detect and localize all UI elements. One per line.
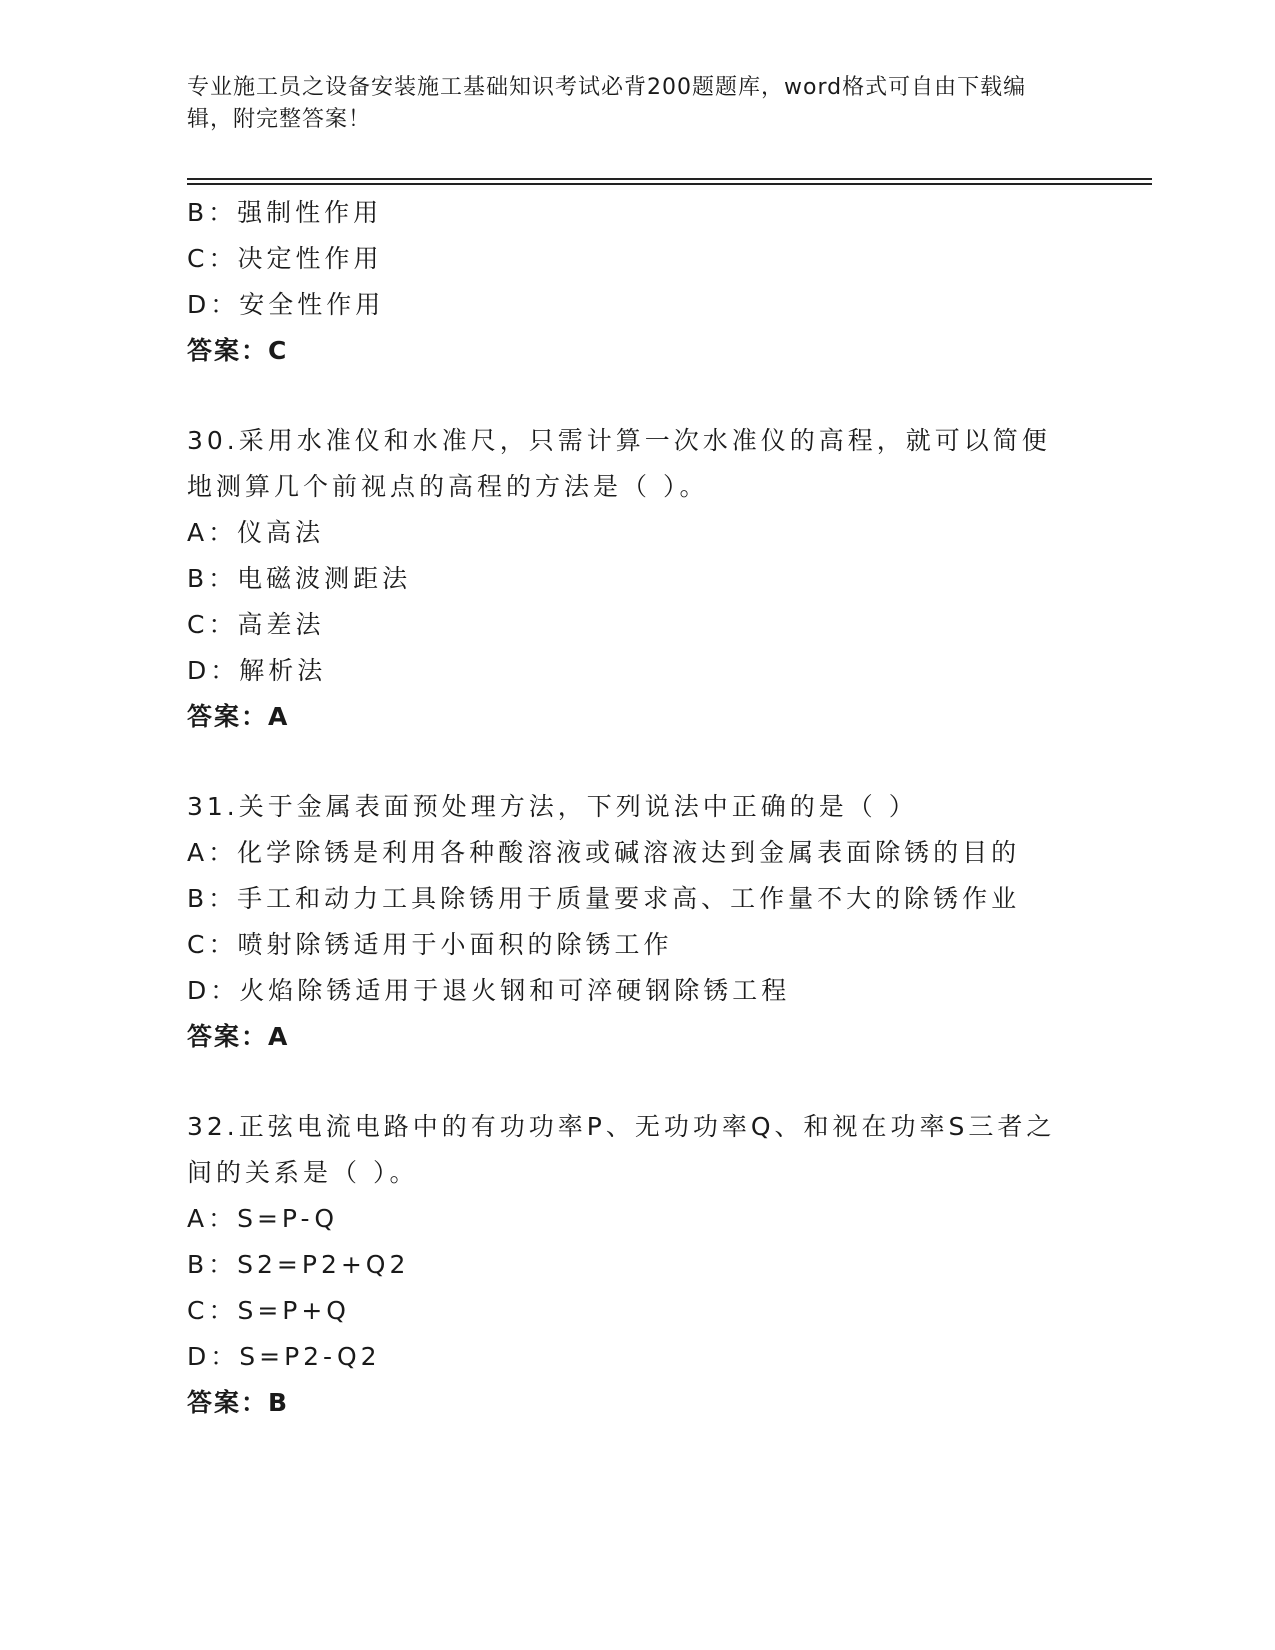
question-title: 31.关于金属表面预处理方法，下列说法中正确的是（ ） [187,792,918,821]
answer-label: 答案：C [187,336,289,365]
answer-label: 答案：B [187,1388,290,1417]
option-d: D：S=P2-Q2 [187,1342,381,1371]
question-title: 30.采用水准仪和水准尺，只需计算一次水准仪的高程，就可以简便地测算几个前视点的高程的方法是（ ）。 [187,426,1051,501]
question-block-30 [187,418,1087,740]
question-list [187,190,1087,1426]
option-d: D：解析法 [187,656,327,685]
answer-label: 答案：A [187,702,290,731]
header-divider-top [187,178,1152,180]
option-b: B：电磁波测距法 [187,564,412,593]
option-c: C：高差法 [187,610,325,639]
document-header: 专业施工员之设备安装施工基础知识考试必背200题题库，word格式可自由下载编辑，附完整答案！ [187,75,1027,132]
question-block-32 [187,1104,1087,1426]
header-divider-bottom [187,183,1152,185]
option-c: C：决定性作用 [187,244,383,273]
option-a: A：仪高法 [187,518,325,547]
question-block-31 [187,784,1087,1060]
option-b: B：手工和动力工具除锈用于质量要求高、工作量不大的除锈作业 [187,884,1021,913]
option-b: B：强制性作用 [187,198,383,227]
question-block-29 [187,190,1087,374]
option-c: C：喷射除锈适用于小面积的除锈工作 [187,930,673,959]
option-c: C：S=P+Q [187,1296,350,1325]
option-b: B：S2=P2+Q2 [187,1250,410,1279]
option-a: A：化学除锈是利用各种酸溶液或碱溶液达到金属表面除锈的目的 [187,838,1021,867]
spacer [187,374,1087,418]
option-d: D：火焰除锈适用于退火钢和可淬硬钢除锈工程 [187,976,791,1005]
answer-label: 答案：A [187,1022,290,1051]
spacer [187,740,1087,784]
option-d: D：安全性作用 [187,290,385,319]
question-title: 32.正弦电流电路中的有功功率P、无功功率Q、和视在功率S三者之间的关系是（ ）。 [187,1112,1056,1187]
option-a: A：S=P-Q [187,1204,339,1233]
spacer [187,1060,1087,1104]
